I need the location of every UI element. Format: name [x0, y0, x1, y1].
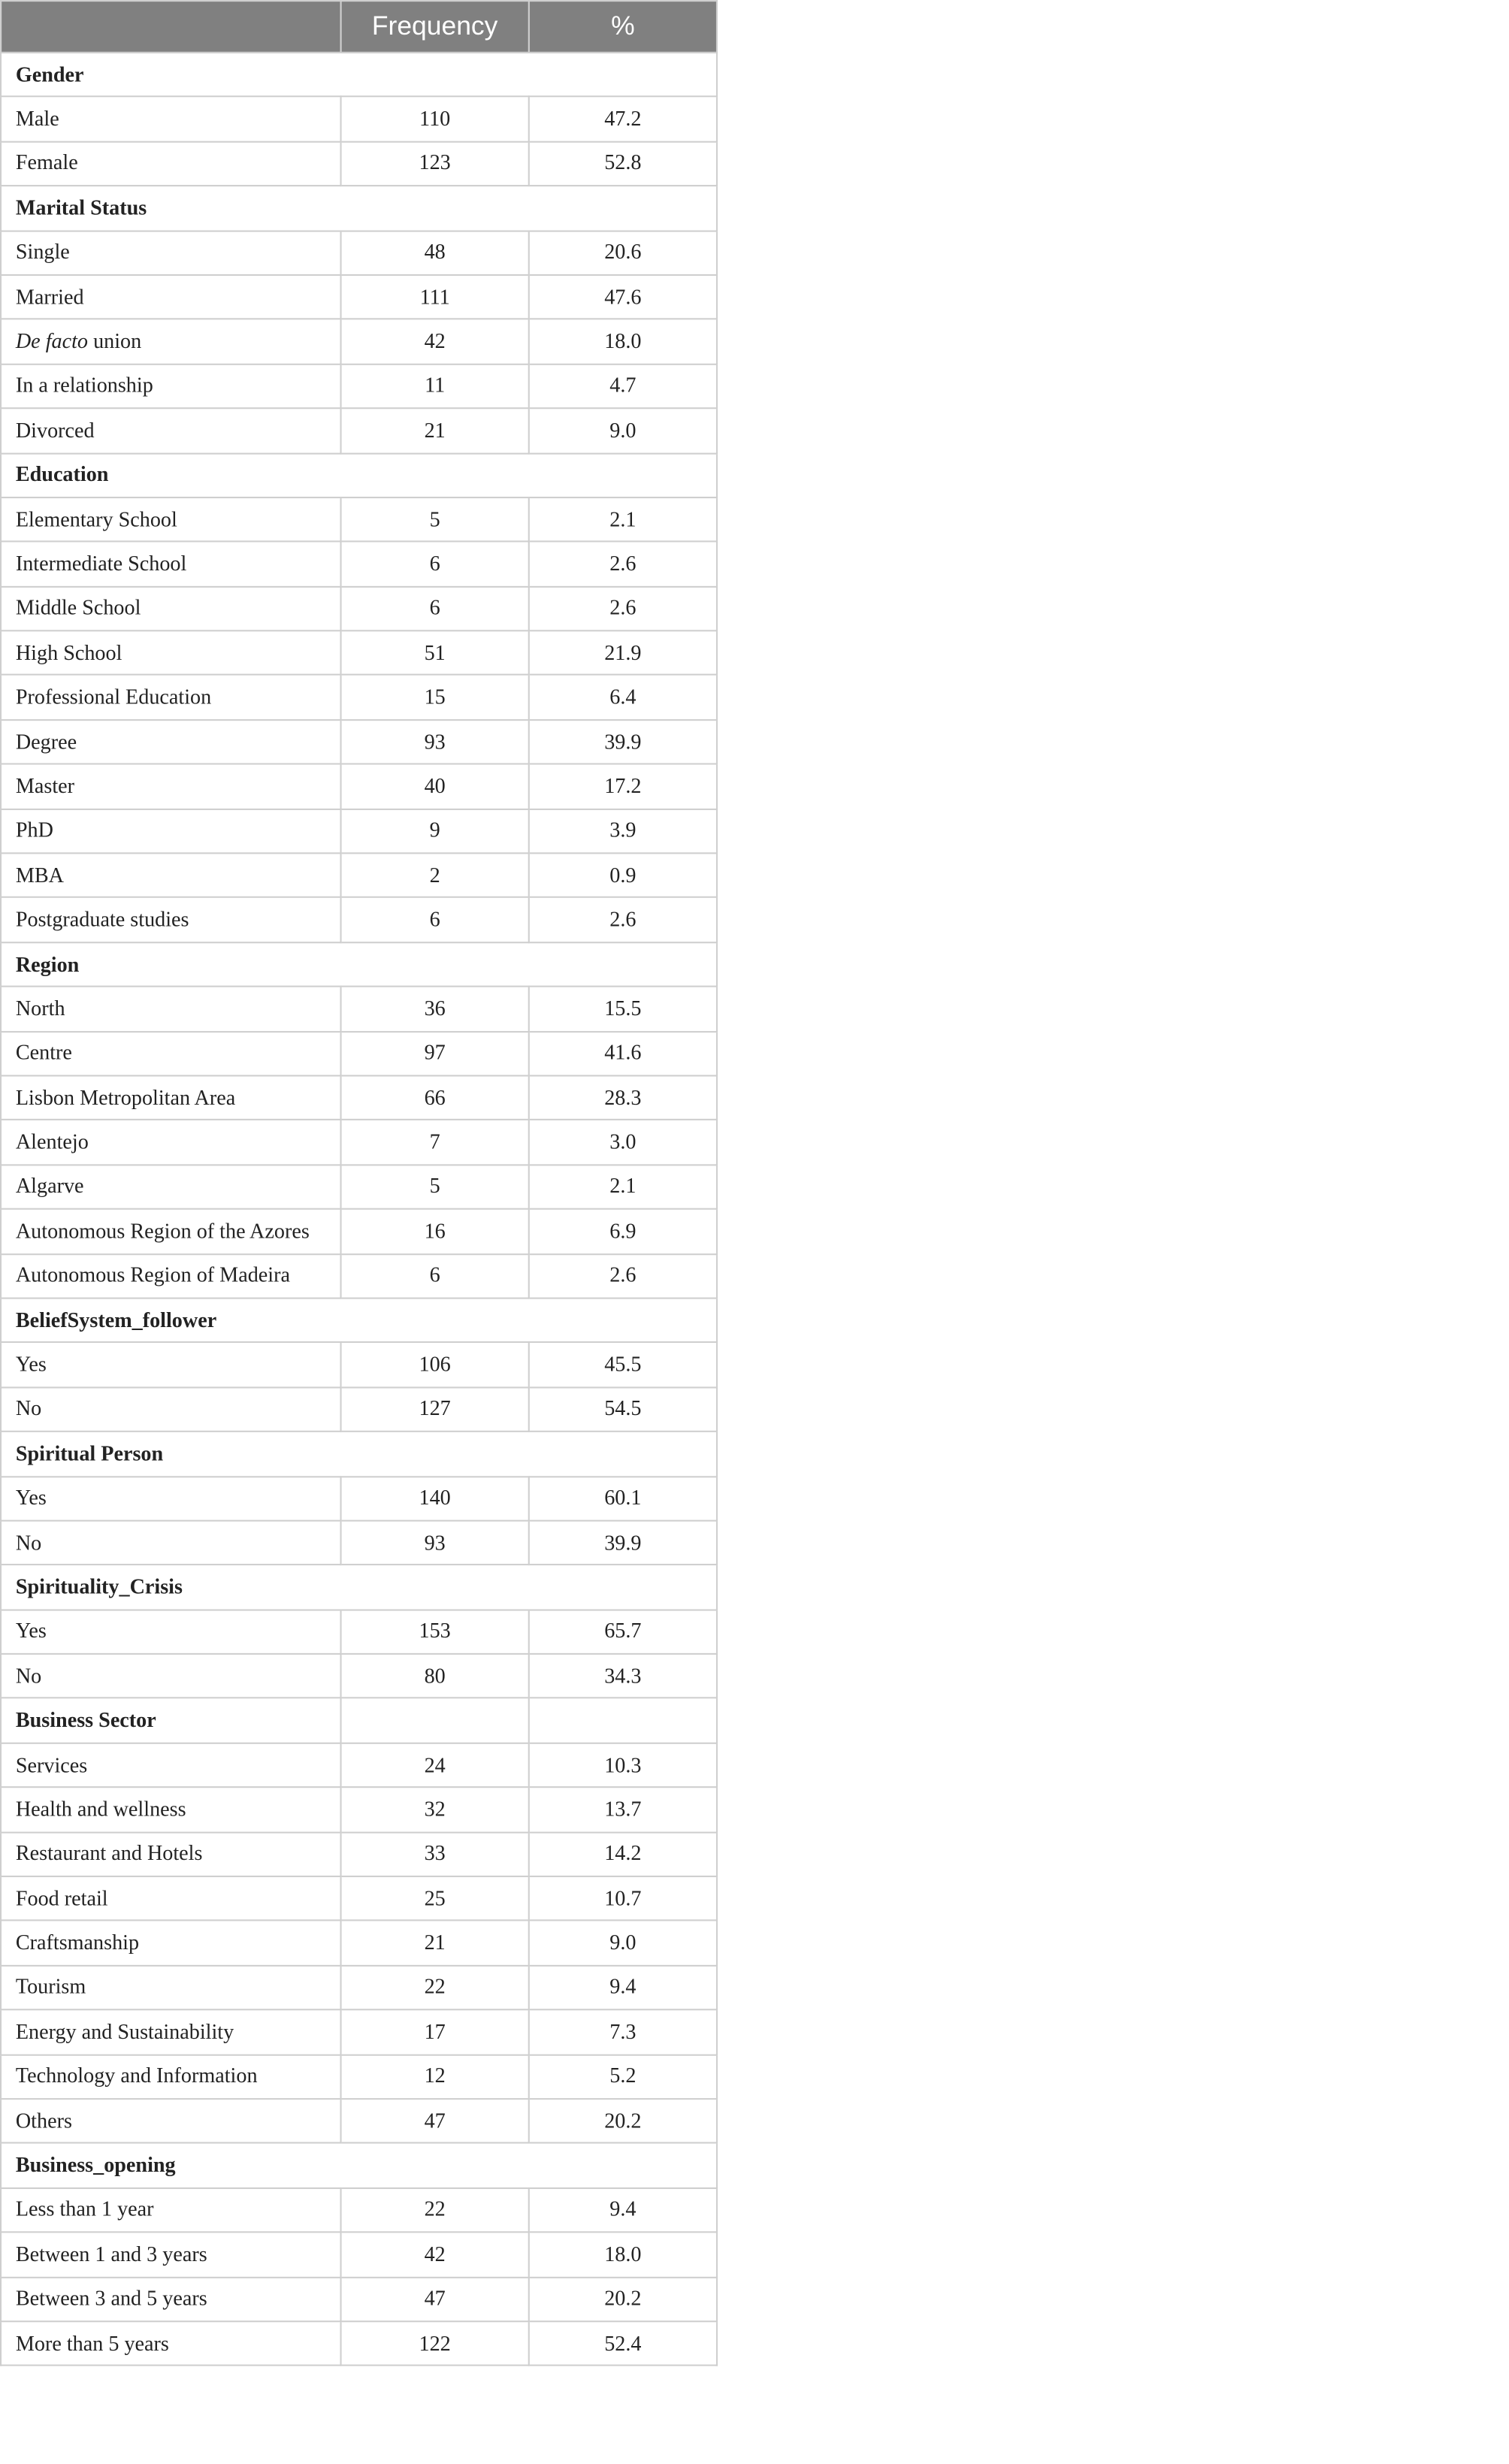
- row-frequency: 97: [341, 1031, 529, 1075]
- row-label: [1, 319, 340, 364]
- row-label: In a relationship: [1, 364, 340, 408]
- frequency-table: [0, 0, 718, 2366]
- row-frequency: 2: [341, 853, 529, 897]
- row-label: Postgraduate studies: [1, 898, 340, 942]
- row-frequency: 15: [341, 676, 529, 720]
- row-percent: 18.0: [529, 319, 717, 364]
- header-frequency: Frequency: [341, 1, 529, 53]
- table-row: [1, 408, 717, 452]
- table-row: [1, 1075, 717, 1120]
- row-percent: 14.2: [529, 1832, 717, 1876]
- row-frequency: 16: [341, 1209, 529, 1253]
- table-row: [1, 1921, 717, 1965]
- row-frequency: 6: [341, 586, 529, 630]
- table-row: [1, 1387, 717, 1432]
- table-row: [1, 1120, 717, 1165]
- row-percent: 52.8: [529, 141, 717, 186]
- table-row: [1, 1654, 717, 1698]
- row-label: Centre: [1, 1031, 340, 1075]
- row-label: Restaurant and Hotels: [1, 1832, 340, 1876]
- row-percent: 39.9: [529, 1520, 717, 1565]
- row-label: Craftsmanship: [1, 1921, 340, 1965]
- row-percent: 52.4: [529, 2321, 717, 2366]
- table-row: [1, 2099, 717, 2143]
- row-percent: 9.0: [529, 408, 717, 452]
- row-frequency: 5: [341, 497, 529, 542]
- table-row: [1, 1031, 717, 1075]
- row-label: Less than 1 year: [1, 2187, 340, 2232]
- row-frequency: 122: [341, 2321, 529, 2366]
- row-percent: 60.1: [529, 1476, 717, 1520]
- row-frequency: 32: [341, 1788, 529, 1832]
- row-frequency: 24: [341, 1743, 529, 1787]
- row-frequency: 5: [341, 1165, 529, 1209]
- row-percent: 5.2: [529, 2054, 717, 2099]
- row-frequency: 127: [341, 1387, 529, 1432]
- table-header-row: [1, 1, 717, 53]
- row-percent: 13.7: [529, 1788, 717, 1832]
- row-percent: 4.7: [529, 364, 717, 408]
- table-row: [1, 1520, 717, 1565]
- row-percent: 65.7: [529, 1610, 717, 1654]
- row-percent: 47.6: [529, 275, 717, 319]
- row-percent: 17.2: [529, 764, 717, 809]
- row-percent: 6.4: [529, 676, 717, 720]
- row-label: Autonomous Region of Madeira: [1, 1253, 340, 1298]
- table-row: [1, 2010, 717, 2054]
- row-frequency: 33: [341, 1832, 529, 1876]
- section-title: Spiritual Person: [1, 1432, 717, 1476]
- row-frequency: 6: [341, 898, 529, 942]
- table-row: [1, 275, 717, 319]
- row-percent: 3.9: [529, 809, 717, 853]
- section-row: [1, 186, 717, 230]
- row-percent: 9.0: [529, 1921, 717, 1965]
- row-frequency: 93: [341, 720, 529, 764]
- row-frequency: 42: [341, 319, 529, 364]
- row-label-italic: De facto: [15, 328, 89, 353]
- row-frequency: 111: [341, 275, 529, 319]
- row-percent: 47.2: [529, 97, 717, 141]
- row-frequency: 21: [341, 408, 529, 452]
- table-row: [1, 364, 717, 408]
- table-row: [1, 141, 717, 186]
- table-row: [1, 1343, 717, 1387]
- table-row: [1, 1610, 717, 1654]
- row-label: More than 5 years: [1, 2321, 340, 2366]
- table-row: [1, 1253, 717, 1298]
- row-percent: 0.9: [529, 853, 717, 897]
- row-percent: 9.4: [529, 2187, 717, 2232]
- row-percent: 20.2: [529, 2277, 717, 2321]
- row-percent: 7.3: [529, 2010, 717, 2054]
- table-row: [1, 1743, 717, 1787]
- row-percent: 18.0: [529, 2233, 717, 2277]
- table-row: [1, 898, 717, 942]
- section-title: Spirituality_Crisis: [1, 1565, 717, 1610]
- table-row: [1, 1165, 717, 1209]
- row-percent: 54.5: [529, 1387, 717, 1432]
- row-frequency: 153: [341, 1610, 529, 1654]
- section-row: [1, 2143, 717, 2187]
- row-percent: 9.4: [529, 1965, 717, 2009]
- row-label: Energy and Sustainability: [1, 2010, 340, 2054]
- section-row: [1, 942, 717, 987]
- row-percent: 6.9: [529, 1209, 717, 1253]
- table-row: [1, 1965, 717, 2009]
- row-label: Professional Education: [1, 676, 340, 720]
- row-percent: 2.6: [529, 898, 717, 942]
- row-label: Degree: [1, 720, 340, 764]
- row-label: Elementary School: [1, 497, 340, 542]
- table-row: [1, 764, 717, 809]
- table-body: [1, 53, 717, 2366]
- row-label: Services: [1, 1743, 340, 1787]
- row-percent: 39.9: [529, 720, 717, 764]
- section-row: [1, 1298, 717, 1342]
- section-title: Education: [1, 453, 717, 497]
- row-frequency: 42: [341, 2233, 529, 2277]
- row-frequency: 93: [341, 1520, 529, 1565]
- row-frequency: 22: [341, 2187, 529, 2232]
- table-row: [1, 1476, 717, 1520]
- row-label: Lisbon Metropolitan Area: [1, 1075, 340, 1120]
- section-title: BeliefSystem_follower: [1, 1298, 717, 1342]
- row-label: Food retail: [1, 1876, 340, 1921]
- row-label: Health and wellness: [1, 1788, 340, 1832]
- table-row: [1, 630, 717, 675]
- row-frequency: 48: [341, 231, 529, 275]
- table-row: [1, 720, 717, 764]
- row-percent: 10.3: [529, 1743, 717, 1787]
- table-row: [1, 853, 717, 897]
- table-row: [1, 2233, 717, 2277]
- row-frequency: 110: [341, 97, 529, 141]
- row-frequency: 11: [341, 364, 529, 408]
- row-frequency: 140: [341, 1476, 529, 1520]
- section-row: [1, 453, 717, 497]
- table-row: [1, 586, 717, 630]
- row-label: Autonomous Region of the Azores: [1, 1209, 340, 1253]
- section-row: [1, 1698, 717, 1743]
- row-frequency: 47: [341, 2099, 529, 2143]
- row-frequency: 17: [341, 2010, 529, 2054]
- row-label: Yes: [1, 1343, 340, 1387]
- row-label: Technology and Information: [1, 2054, 340, 2099]
- section-row: [1, 1432, 717, 1476]
- row-label: North: [1, 987, 340, 1031]
- row-label: Single: [1, 231, 340, 275]
- row-label: No: [1, 1387, 340, 1432]
- row-frequency: 36: [341, 987, 529, 1031]
- row-frequency: 80: [341, 1654, 529, 1698]
- row-label: No: [1, 1654, 340, 1698]
- table-row: [1, 2187, 717, 2232]
- row-frequency: 6: [341, 1253, 529, 1298]
- table-row: [1, 542, 717, 586]
- row-label: Female: [1, 141, 340, 186]
- section-title: Region: [1, 942, 717, 987]
- table-row: [1, 809, 717, 853]
- row-percent: 34.3: [529, 1654, 717, 1698]
- row-frequency: 7: [341, 1120, 529, 1165]
- row-frequency: 51: [341, 630, 529, 675]
- table-row: [1, 1876, 717, 1921]
- row-percent: 41.6: [529, 1031, 717, 1075]
- row-label: High School: [1, 630, 340, 675]
- row-percent: 2.1: [529, 497, 717, 542]
- row-label: Yes: [1, 1476, 340, 1520]
- row-percent: 2.6: [529, 586, 717, 630]
- table-row: [1, 1832, 717, 1876]
- table-row: [1, 231, 717, 275]
- row-label: Married: [1, 275, 340, 319]
- row-percent: 2.6: [529, 542, 717, 586]
- row-frequency: 25: [341, 1876, 529, 1921]
- table-row: [1, 2321, 717, 2366]
- row-frequency: 66: [341, 1075, 529, 1120]
- row-label: Master: [1, 764, 340, 809]
- header-percent: %: [529, 1, 717, 53]
- row-percent: 3.0: [529, 1120, 717, 1165]
- row-percent: 21.9: [529, 630, 717, 675]
- table-row: [1, 319, 717, 364]
- row-frequency: 6: [341, 542, 529, 586]
- row-percent: 45.5: [529, 1343, 717, 1387]
- row-label: Alentejo: [1, 1120, 340, 1165]
- row-percent: 20.2: [529, 2099, 717, 2143]
- row-frequency: 22: [341, 1965, 529, 2009]
- row-percent: 20.6: [529, 231, 717, 275]
- section-title: Business Sector: [1, 1698, 340, 1743]
- row-label: Divorced: [1, 408, 340, 452]
- header-label: [1, 1, 340, 53]
- row-percent: 2.1: [529, 1165, 717, 1209]
- table-row: [1, 2277, 717, 2321]
- section-title: Marital Status: [1, 186, 717, 230]
- table-row: [1, 987, 717, 1031]
- row-frequency: 12: [341, 2054, 529, 2099]
- row-label: Middle School: [1, 586, 340, 630]
- row-percent: 10.7: [529, 1876, 717, 1921]
- row-frequency: 47: [341, 2277, 529, 2321]
- section-row: [1, 1565, 717, 1610]
- table-row: [1, 497, 717, 542]
- table-row: [1, 1209, 717, 1253]
- section-title: Gender: [1, 53, 717, 97]
- row-label: PhD: [1, 809, 340, 853]
- row-label: MBA: [1, 853, 340, 897]
- row-percent: 2.6: [529, 1253, 717, 1298]
- section-title: Business_opening: [1, 2143, 717, 2187]
- empty-cell: [529, 1698, 717, 1743]
- row-percent: 28.3: [529, 1075, 717, 1120]
- row-label: Algarve: [1, 1165, 340, 1209]
- row-frequency: 9: [341, 809, 529, 853]
- table-row: [1, 1788, 717, 1832]
- section-row: [1, 53, 717, 97]
- row-frequency: 123: [341, 141, 529, 186]
- row-label: Between 3 and 5 years: [1, 2277, 340, 2321]
- row-label-text: union: [88, 328, 142, 353]
- row-label: Yes: [1, 1610, 340, 1654]
- empty-cell: [341, 1698, 529, 1743]
- row-label: Male: [1, 97, 340, 141]
- row-frequency: 21: [341, 1921, 529, 1965]
- row-frequency: 106: [341, 1343, 529, 1387]
- table-row: [1, 2054, 717, 2099]
- row-frequency: 40: [341, 764, 529, 809]
- row-label: Tourism: [1, 1965, 340, 2009]
- row-label: No: [1, 1520, 340, 1565]
- table-row: [1, 676, 717, 720]
- row-label: Between 1 and 3 years: [1, 2233, 340, 2277]
- row-label: Intermediate School: [1, 542, 340, 586]
- table-row: [1, 97, 717, 141]
- row-label: Others: [1, 2099, 340, 2143]
- row-percent: 15.5: [529, 987, 717, 1031]
